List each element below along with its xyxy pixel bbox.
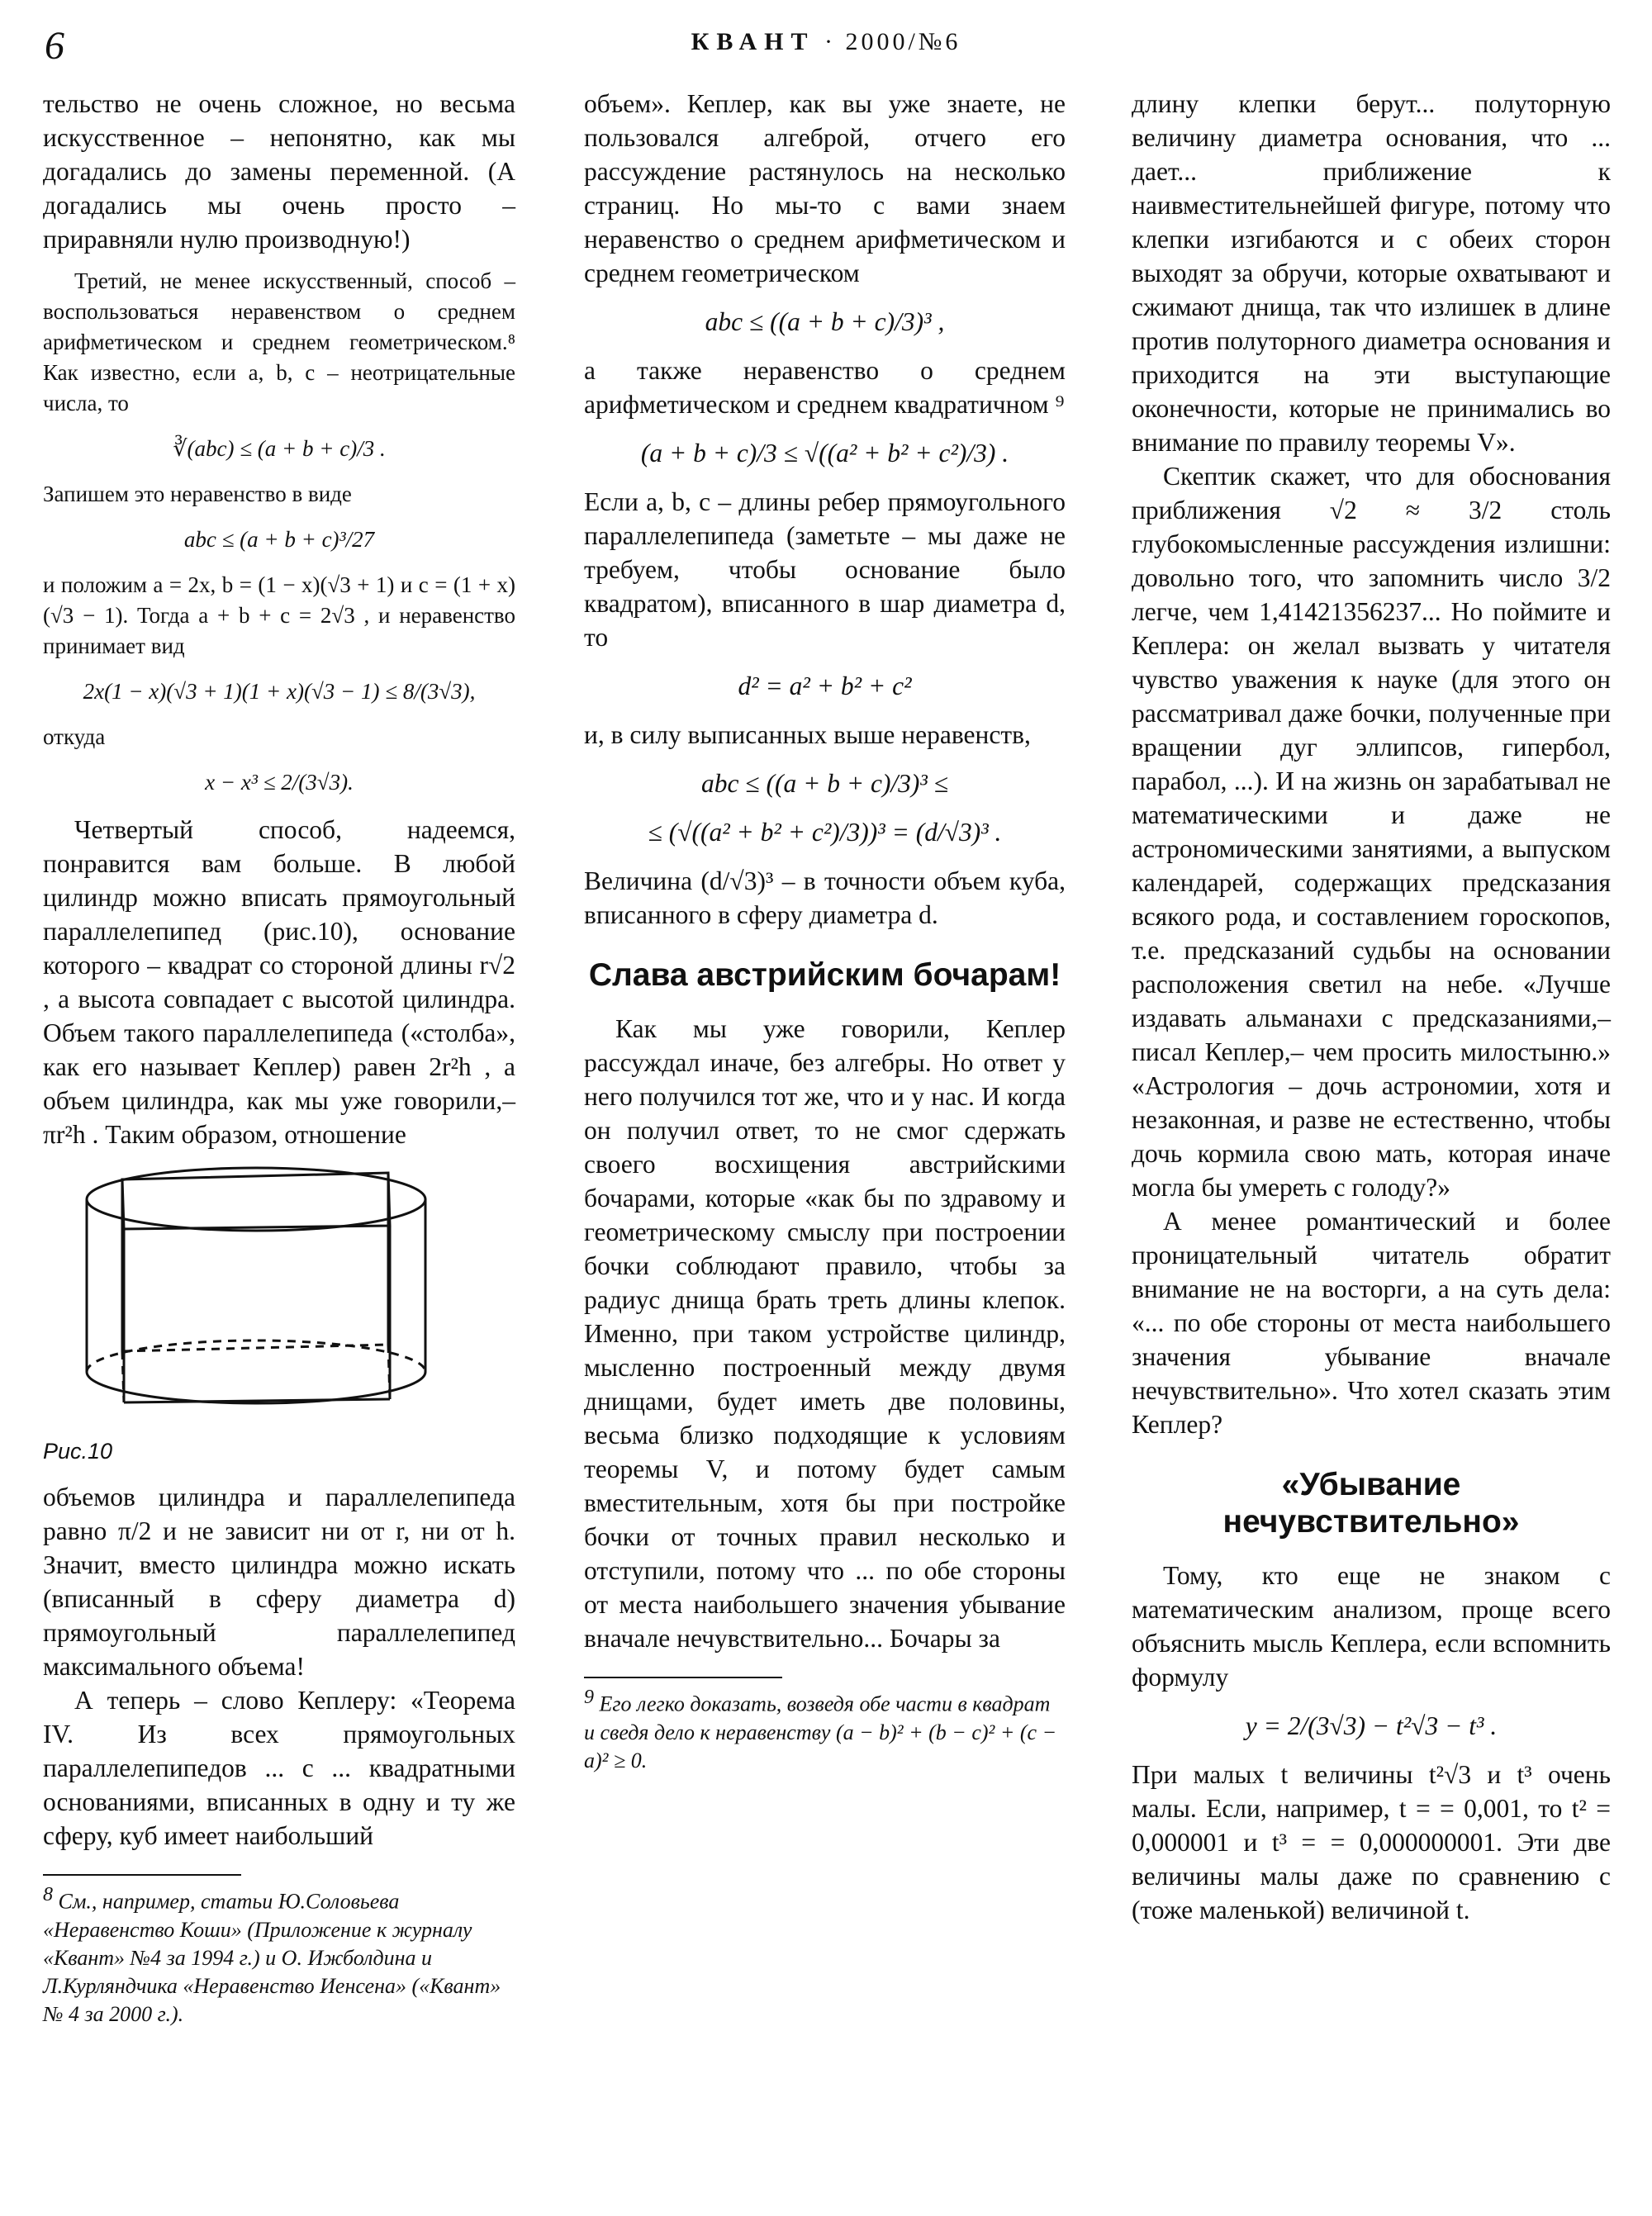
formula: y = 2/(3√3) − t²√3 − t³ . bbox=[1245, 1711, 1498, 1740]
journal-title: КВАНТ bbox=[691, 28, 815, 55]
section-heading: «Убывание нечувствительно» bbox=[1222, 1467, 1520, 1540]
paragraph: А менее романтический и более проницательный читатель обратит внимание не на восторги, а на суть дела: «... по обе стороны от места наибольшего значения убывание вначале нечувствительно». Что хотел сказать этим Кеплер? bbox=[1132, 1207, 1611, 1439]
formula: abc ≤ (a + b + c)³/27 bbox=[183, 527, 375, 552]
figure-caption: Рис.10 bbox=[43, 1439, 113, 1464]
footnote-mark: 9 bbox=[584, 1687, 594, 1708]
paragraph: тельство не очень сложное, но весьма искусственное – непонятно, как мы догадались до замены переменной. (А догадались мы очень просто – приравняли нулю производную!) bbox=[43, 89, 515, 254]
paragraph: Величина (d/√3)³ – в точности объем куба, вписанного в сферу диаметра d. bbox=[584, 866, 1066, 929]
footnote-mark: 8 bbox=[43, 1884, 53, 1905]
paragraph: а также неравенство о среднем арифметическом и среднем квадратичном ⁹ bbox=[584, 356, 1066, 419]
formula: ∛(abc) ≤ (a + b + c)/3 . bbox=[173, 436, 386, 461]
paragraph: длину клепки берут... полуторную величину диаметра основания, что ... дает... приближение к наивместительнейшей фигуре, потому что клепки изгибаются и с обеих сторон выходят за обручи, которые охватывают и сжимают днища, так что излишек в длине против полуторного диаметра основания и приходится на эти выступающие оконечности, которые не принимались во внимание по правилу теоремы V». bbox=[1132, 89, 1611, 457]
column-1 bbox=[43, 87, 515, 2029]
formula: 2x(1 − x)(√3 + 1)(1 + x)(√3 − 1) ≤ 8/(3√3), bbox=[83, 679, 476, 704]
paragraph: Скептик скажет, что для обоснования приближения √2 ≈ 3/2 столь глубокомысленные рассуждения излишни: довольно того, что запомнить число 3/2 легче, чем 1,41421356237... Но поймите и Кеплера: он желал вызвать у читателя чувство уважения к науке (для этого он рассматривал даже бочки, полученные при вращении дуг эллипсов, гипербол, парабол, ...). И на жизнь он зарабатывал не математическими и даже не астрономическими занятиями, а выпуском календарей, содержащих предсказания всякого рода, и составлением гороскопов, т.е. предсказаний судьбы на основании расположения светил на небе. «Лучше издавать альманахи с предсказаниями,– писал Кеплер,– чем просить милостыню.» «Астрология – дочь астрономии, хотя и незаконная, и разве не естественно, чтобы дочь кормила свою мать, которая иначе могла бы умереть с голоду?» bbox=[1132, 462, 1611, 1202]
formula: ≤ (√((a² + b² + c²)/3))³ = (d/√3)³ . bbox=[648, 818, 1002, 847]
paragraph: А теперь – слово Кеплеру: «Теорема IV. Из всех прямоугольных параллелепипедов ... с ... квадратными основаниями, вписанных в одну и ту же сферу, куб имеет наибольший bbox=[43, 1686, 515, 1850]
formula: x − x³ ≤ 2/(3√3). bbox=[205, 770, 354, 795]
formula: abc ≤ ((a + b + c)/3)³ ≤ bbox=[700, 769, 949, 798]
formula: (a + b + c)/3 ≤ √((a² + b² + c²)/3) . bbox=[640, 439, 1009, 467]
formula: d² = a² + b² + c² bbox=[738, 671, 912, 700]
footnote-rule bbox=[43, 1874, 241, 1876]
column-2 bbox=[584, 87, 1066, 1775]
paragraph: Как мы уже говорили, Кеплер рассуждал иначе, без алгебры. Но ответ у него получился тот же, что и у нас. И когда он получил ответ, то не смог сдержать своего восхищения австрийскими бочарами, которые «как бы по здравому и геометрическому смыслу при построении бочки соблюдают правило, чтобы за радиус днища брать треть длины клепок. Именно, при таком устройстве цилиндр, мысленно построенный между двумя днищами, будет иметь две половины, весьма близко подходящие к условиям теоремы V, и потому будет самым вместительным, хотя бы при постройке бочки от точных правил несколько и отступили, потому что ... по обе стороны от места наибольшего значения убывание вначале нечувствительно... Бочары за bbox=[584, 1014, 1066, 1653]
paragraph: При малых t величины t²√3 и t³ очень малы. Если, например, t = = 0,001, то t² = 0,000001 и t³ = = 0,000000001. Эти две величины малы даже по сравнению с (тоже маленькой) величиной t. bbox=[1132, 1760, 1611, 1924]
paragraph: Если a, b, c – длины ребер прямоугольного параллелепипеда (заметьте – мы даже не требуем, чтобы основание было квадратом), вписанного в шар диаметра d, то bbox=[584, 487, 1066, 652]
page-number: 6 bbox=[45, 24, 64, 68]
paragraph: Четвертый способ, надеемся, понравится вам больше. В любой цилиндр можно вписать прямоугольный параллелепипед (рис.10), основание которого – квадрат со стороной длины r√2 , а высота совпадает с высотой цилиндра. Объем такого параллелепипеда («столба», как его называет Кеплер) равен 2r²h , а объем цилиндра, как мы уже говорили,– πr²h . Таким образом, отношение bbox=[43, 815, 515, 1149]
paragraph: откуда bbox=[43, 724, 106, 749]
footnote-rule bbox=[584, 1677, 782, 1678]
paragraph: объемов цилиндра и параллелепипеда равно π/2 и не зависит ни от r, ни от h. Значит, вместо цилиндра можно искать (вписанный в сферу диаметра d) прямоугольный параллелепипед максимального объема! bbox=[43, 1483, 515, 1681]
paragraph: Тому, кто еще не знаком с математическим анализом, проще всего объяснить мысль Кеплера, если вспомнить формулу bbox=[1132, 1561, 1611, 1692]
footnote-text: См., например, статьи Ю.Соловьева «Неравенство Коши» (Приложение к журналу «Квант» №4 за 1994 г.) и О. Ижболдина и Л.Курляндчика «Неравенство Иенсена» («Квант» № 4 за 2000 г.). bbox=[43, 1889, 501, 2026]
figure-cylinder-parallelepiped bbox=[43, 1161, 515, 1430]
issue-number: · 2000/№6 bbox=[824, 28, 961, 55]
formula: abc ≤ ((a + b + c)/3)³ , bbox=[705, 307, 945, 336]
paragraph: Третий, не менее искусственный, способ – воспользоваться неравенством о среднем арифметическом и среднем геометрическом.⁸ Как известно, если a, b, c – неотрицательные числа, то bbox=[43, 268, 515, 415]
paragraph: Запишем это неравенство в виде bbox=[43, 482, 352, 506]
footnote-text: Его легко доказать, возведя обе части в квадрат и сведя дело к неравенству (a − b)² + (b − c)² + (c − a)² ≥ 0. bbox=[584, 1692, 1057, 1772]
footnote-8 bbox=[43, 1874, 515, 2029]
paragraph: и положим a = 2x, b = (1 − x)(√3 + 1) и c = (1 + x)(√3 − 1). Тогда a + b + c = 2√3 , и неравенство принимает вид bbox=[43, 572, 515, 658]
footnote-9 bbox=[584, 1677, 1066, 1775]
column-3 bbox=[1132, 87, 1611, 1927]
section-heading: Слава австрийским бочарам! bbox=[588, 957, 1061, 993]
paragraph: и, в силу выписанных выше неравенств, bbox=[584, 720, 1031, 749]
paragraph: объем». Кеплер, как вы уже знаете, не пользовался алгеброй, отчего его рассуждение растянулось на несколько страниц. Но мы-то с вами знаем неравенство о среднем арифметическом и среднем геометрическом bbox=[584, 89, 1066, 287]
running-header bbox=[0, 28, 1652, 56]
